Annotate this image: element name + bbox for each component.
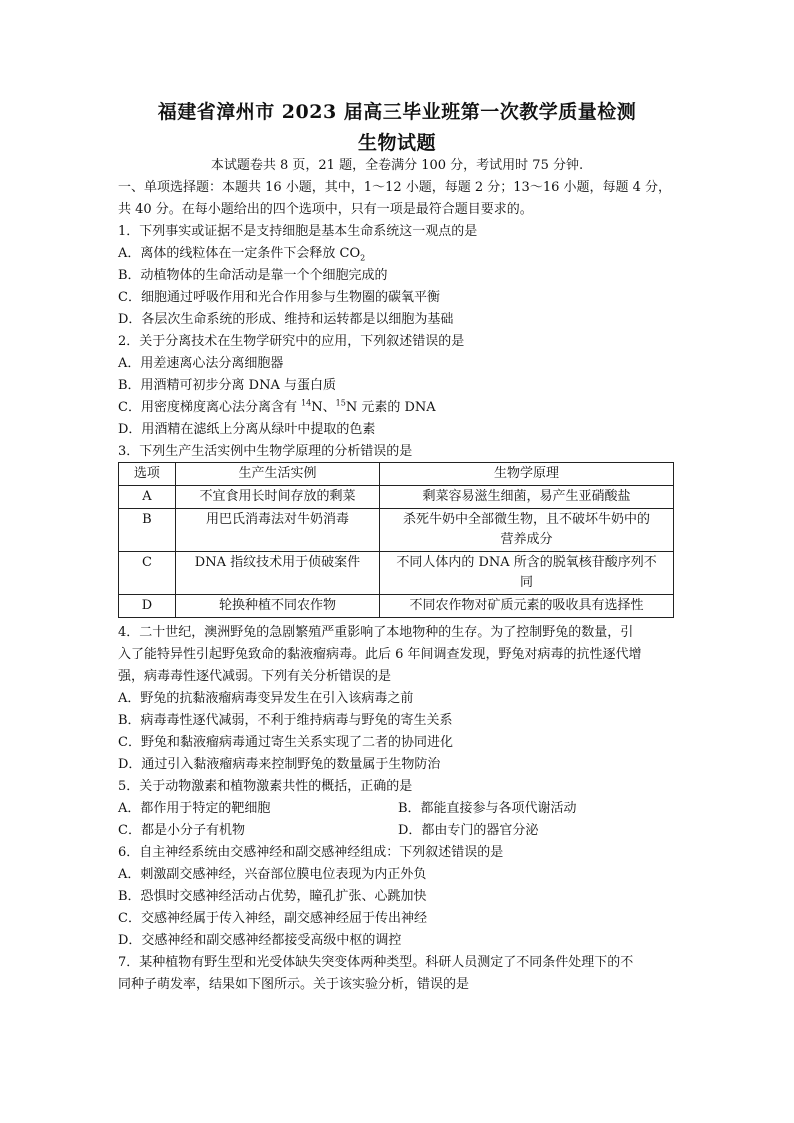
q6-option-b: B．恐惧时交感神经活动占优势，瞳孔扩张、心跳加快 bbox=[118, 889, 427, 904]
q5-option-b: B．都能直接参与各项代谢活动 bbox=[398, 801, 577, 816]
row-option: C bbox=[119, 552, 176, 595]
q7-stem-1: 7．某种植物有野生型和光受体缺失突变体两种类型。科研人员测定了不同条件处理下的不 bbox=[118, 955, 634, 970]
exam-subject: 生物试题 bbox=[357, 132, 436, 154]
exam-info: 本试题卷共 8 页，21 题，全卷满分 100 分，考试用时 75 分钟. bbox=[210, 158, 584, 173]
q5-option-a: A．都作用于特定的靶细胞 bbox=[118, 801, 271, 816]
q2-option-d: D．用酒精在滤纸上分离从绿叶中提取的色素 bbox=[118, 422, 376, 437]
table-row bbox=[119, 552, 674, 595]
q5-stem: 5．关于动物激素和植物激素共性的概括，正确的是 bbox=[118, 779, 413, 794]
table-row bbox=[119, 509, 674, 552]
q3-stem: 3．下列生产生活实例中生物学原理的分析错误的是 bbox=[118, 444, 413, 459]
row-example: DNA 指纹技术用于侦破案件 bbox=[175, 552, 379, 595]
q4-option-c: C．野兔和黏液瘤病毒通过寄生关系实现了二者的协同进化 bbox=[118, 735, 453, 750]
q1-option-d: D．各层次生命系统的形成、维持和运转都是以细胞为基础 bbox=[118, 312, 454, 327]
section-instructions-2: 共 40 分。在每小题给出的四个选项中，只有一项是最符合题目要求的。 bbox=[118, 202, 533, 217]
table-row bbox=[119, 486, 674, 509]
table-row bbox=[119, 595, 674, 618]
q4-stem-3: 强，病毒毒性逐代减弱。下列有关分析错误的是 bbox=[118, 669, 392, 684]
header-principle: 生物学原理 bbox=[380, 463, 674, 486]
row-principle: 剩菜容易滋生细菌，易产生亚硝酸盐 bbox=[380, 486, 674, 509]
q1-option-c: C．细胞通过呼吸作用和光合作用参与生物圈的碳氧平衡 bbox=[118, 290, 440, 305]
q2-option-c: C．用密度梯度离心法分离含有 $^{14}$N、$^{15}$N 元素的 DNA bbox=[118, 398, 436, 415]
q6-stem: 6．自主神经系统由交感神经和副交感神经组成：下列叙述错误的是 bbox=[118, 845, 504, 860]
row-option: D bbox=[119, 595, 176, 618]
q7-stem-2: 同种子萌发率，结果如下图所示。关于该实验分析，错误的是 bbox=[118, 977, 470, 992]
exam-title: 福建省漳州市 2023 届高三毕业班第一次教学质量检测 bbox=[157, 101, 637, 123]
row-option: A bbox=[119, 486, 176, 509]
q5-option-c: C．都是小分子有机物 bbox=[118, 823, 245, 838]
q1-stem: 1．下列事实或证据不是支持细胞是基本生命系统这一观点的是 bbox=[118, 224, 478, 239]
q6-option-a: A．刺激副交感神经，兴奋部位膜电位表现为内正外负 bbox=[118, 867, 427, 882]
q6-option-d: D．交感神经和副交感神经都接受高级中枢的调控 bbox=[118, 933, 402, 948]
q1-option-b: B．动植物体的生命活动是靠一个个细胞完成的 bbox=[118, 268, 388, 283]
section-instructions-1: 一、单项选择题：本题共 16 小题，其中，1～12 小题，每题 2 分；13～16 小题，每题 4 分， bbox=[118, 180, 672, 195]
q2-stem: 2．关于分离技术在生物学研究中的应用，下列叙述错误的是 bbox=[118, 334, 465, 349]
q2-option-b: B．用酒精可初步分离 DNA 与蛋白质 bbox=[118, 378, 337, 393]
q4-option-b: B．病毒毒性逐代减弱，不利于维持病毒与野兔的寄生关系 bbox=[118, 713, 453, 728]
q4-option-d: D．通过引入黏液瘤病毒来控制野兔的数量属于生物防治 bbox=[118, 757, 441, 772]
q6-option-c: C．交感神经属于传入神经，副交感神经屈于传出神经 bbox=[118, 911, 427, 926]
header-example: 生产生活实例 bbox=[175, 463, 379, 486]
table-header-row bbox=[119, 463, 674, 486]
row-option: B bbox=[119, 509, 176, 552]
row-example: 用巴氏消毒法对牛奶消毒 bbox=[175, 509, 379, 552]
row-example: 轮换种植不同农作物 bbox=[175, 595, 379, 618]
q5-option-d: D．都由专门的器官分泌 bbox=[398, 823, 539, 838]
row-principle: 杀死牛奶中全部微生物，且不破坏牛奶中的 营养成分 bbox=[380, 509, 674, 552]
q4-option-a: A．野兔的抗黏液瘤病毒变异发生在引入该病毒之前 bbox=[118, 691, 414, 706]
q4-stem-2: 入了能特异性引起野兔致命的黏液瘤病毒。此后 6 年间调查发现，野兔对病毒的抗性逐代增 bbox=[118, 647, 642, 662]
q1-option-a: A．离体的线粒体在一定条件下会释放 $CO_2$ bbox=[118, 246, 366, 263]
row-principle: 不同人体内的 DNA 所含的脱氧核苷酸序列不 同 bbox=[380, 552, 674, 595]
q2-option-a: A．用差速离心法分离细胞器 bbox=[118, 356, 284, 371]
row-example: 不宜食用长时间存放的剩菜 bbox=[175, 486, 379, 509]
row-principle: 不同农作物对矿质元素的吸收具有选择性 bbox=[380, 595, 674, 618]
q4-stem-1: 4．二十世纪，澳洲野兔的急剧繁殖严重影响了本地物种的生存。为了控制野兔的数量，引 bbox=[118, 625, 634, 640]
header-option: 选项 bbox=[119, 463, 176, 486]
q3-table bbox=[118, 462, 674, 618]
